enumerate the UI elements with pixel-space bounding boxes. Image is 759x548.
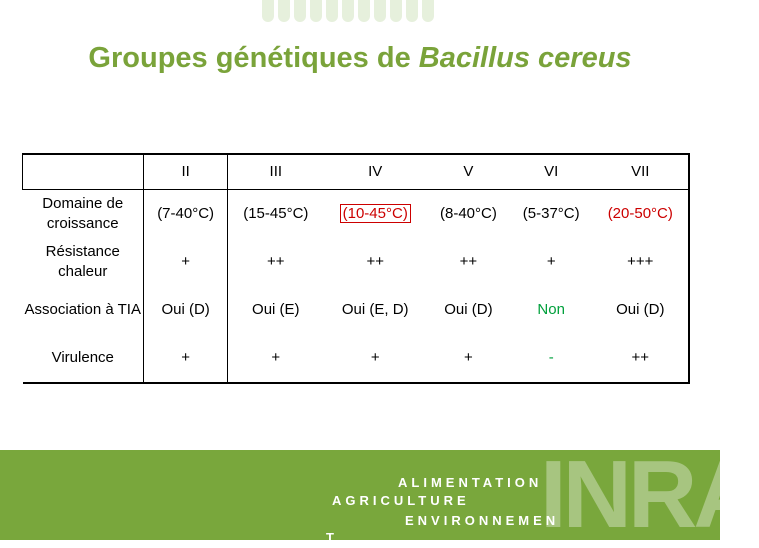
header-col-5: V	[427, 154, 510, 190]
table-cell: +	[228, 334, 324, 383]
top-logo-decoration	[262, 0, 452, 26]
table-cell: Oui (E, D)	[341, 301, 409, 318]
table-cell: ++	[267, 253, 285, 270]
inra-logo: INRA	[540, 441, 759, 548]
genetic-groups-table	[22, 153, 690, 384]
footer-line-agriculture: AGRICULTURE	[332, 493, 470, 508]
table-cell: (5-37°C)	[522, 205, 580, 222]
table-row	[23, 286, 690, 334]
header-col-2: II	[144, 154, 228, 190]
table-cell: -	[510, 334, 593, 383]
header-empty-cell	[23, 154, 144, 190]
row-label: Résistance chaleur	[45, 243, 120, 280]
table-cell: Oui (D)	[593, 286, 689, 334]
table-row	[23, 190, 690, 239]
table-cell: ++	[366, 253, 384, 270]
title-text: Groupes génétiques de	[88, 42, 419, 74]
table-cell: +	[144, 238, 228, 286]
header-col-3: III	[228, 154, 324, 190]
row-label: Virulence	[23, 334, 144, 383]
header-col-6: VI	[510, 154, 593, 190]
header-col-7: VII	[593, 154, 689, 190]
footer-line-alimentation: ALIMENTATION	[398, 475, 543, 490]
table-cell: +	[546, 253, 556, 270]
footer-line-t: T	[326, 530, 338, 545]
table-cell: (7-40°C)	[144, 190, 228, 239]
footer-line-environnement: ENVIRONNEMEN	[405, 513, 560, 528]
table-cell: (15-45°C)	[243, 205, 309, 222]
table-cell: Oui (D)	[144, 286, 228, 334]
row-label: Domaine de croissance	[42, 195, 124, 232]
table-cell: (20-50°C)	[593, 190, 689, 239]
table-cell: ++	[593, 334, 689, 383]
table-cell: +	[144, 334, 228, 383]
highlighted-cell-text: (10-45°C)	[340, 204, 411, 223]
footer-band	[0, 441, 759, 548]
table-row	[23, 238, 690, 286]
table-cell	[323, 190, 427, 239]
table-cell: Oui (E)	[252, 301, 300, 318]
table-header-row	[23, 154, 690, 190]
table-cell: +++	[593, 238, 689, 286]
header-col-4: IV	[323, 154, 427, 190]
table-cell: +	[427, 334, 510, 383]
table-row	[23, 334, 690, 383]
slide-title	[0, 42, 720, 75]
row-label: Association à TIA	[24, 301, 141, 318]
table-cell: ++	[459, 253, 478, 270]
table-cell: +	[323, 334, 427, 383]
table-cell: (8-40°C)	[440, 205, 497, 222]
table-cell: Oui (D)	[444, 301, 493, 318]
table-cell: Non	[537, 301, 565, 318]
title-italic: Bacillus cereus	[418, 42, 632, 74]
